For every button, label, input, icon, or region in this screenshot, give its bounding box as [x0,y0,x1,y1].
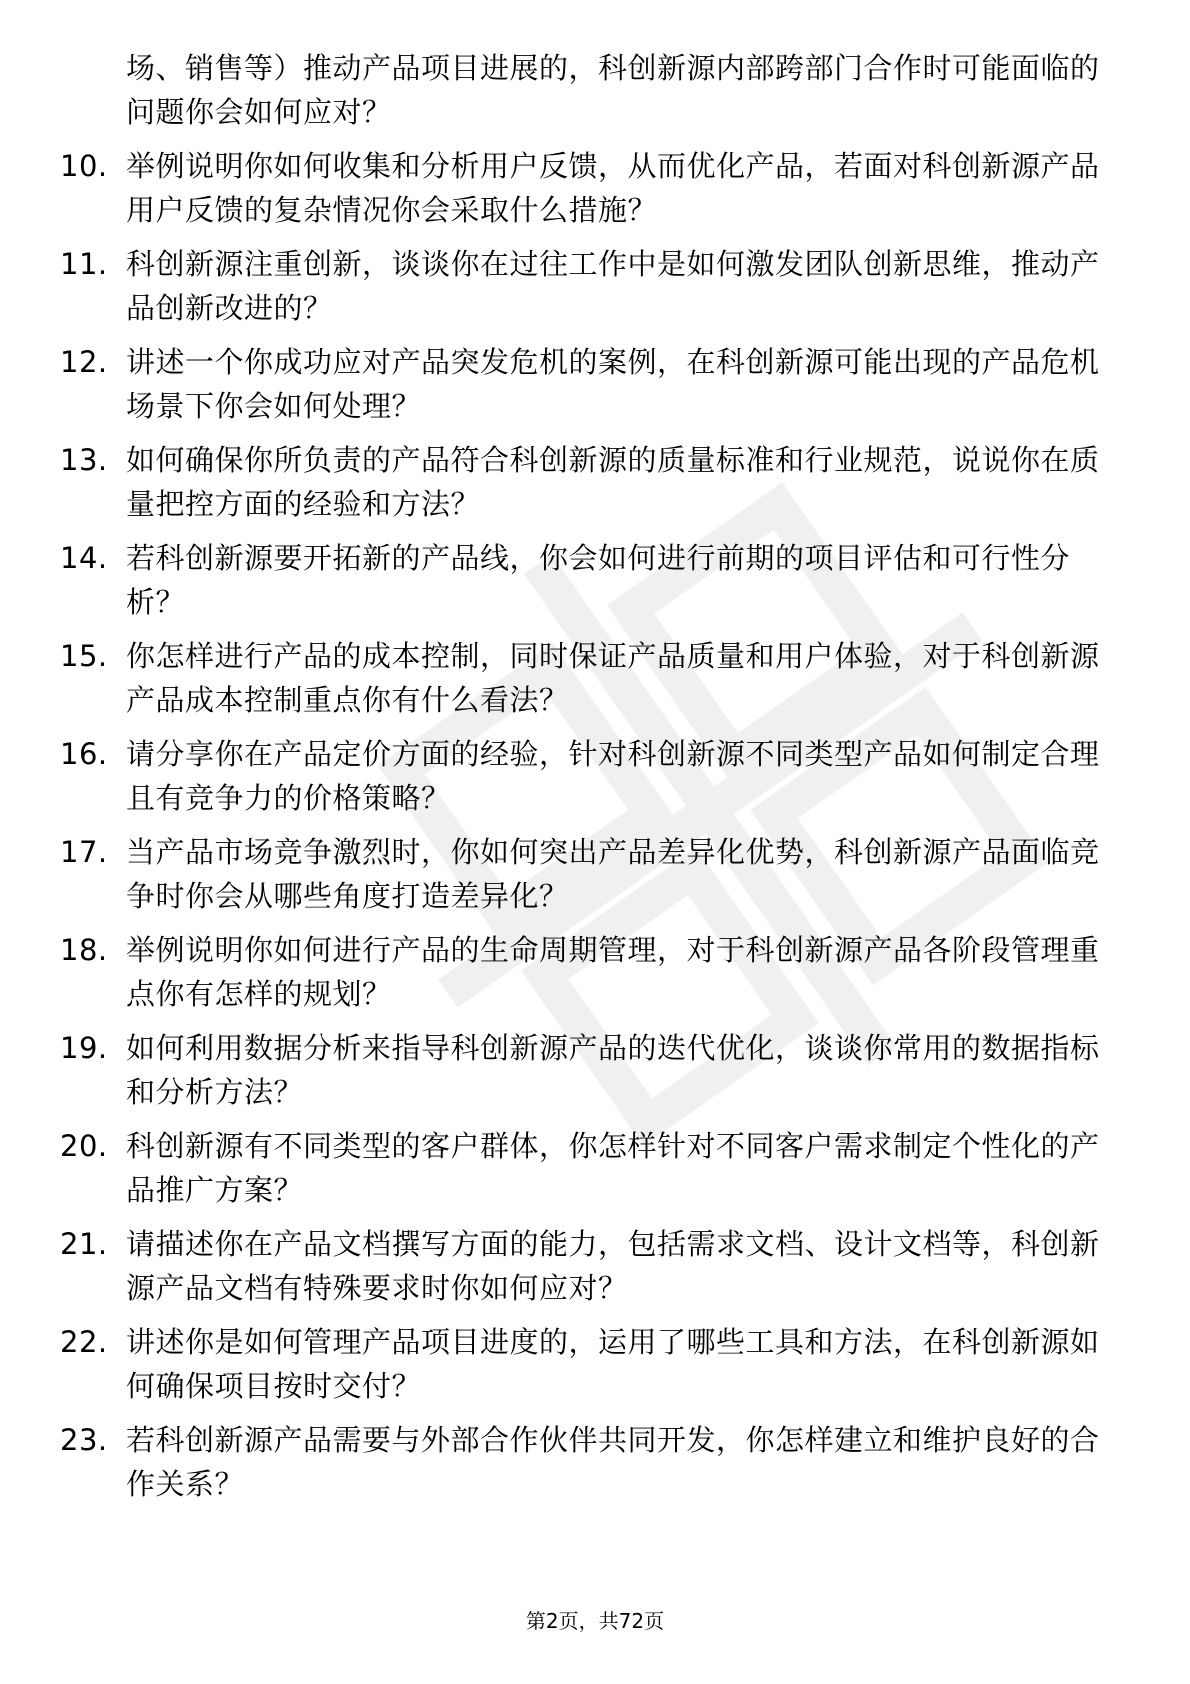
question-item [60,1222,1120,1310]
question-text: 科创新源有不同类型的客户群体，你怎样针对不同客户需求制定个性化的产品推广方案？ [126,1129,1100,1207]
question-text: 科创新源注重创新，谈谈你在过往工作中是如何激发团队创新思维，推动产品创新改进的？ [126,247,1100,325]
continued-question-text: 场、销售等）推动产品项目进展的，科创新源内部跨部门合作时可能面临的问题你会如何应对？ [126,51,1100,129]
question-item [60,830,1120,918]
question-text: 请分享你在产品定价方面的经验，针对科创新源不同类型产品如何制定合理且有竞争力的价格策略？ [126,737,1100,815]
question-number: 15. [60,639,108,673]
document-body [60,46,1120,1516]
question-text: 如何利用数据分析来指导科创新源产品的迭代优化，谈谈你常用的数据指标和分析方法？ [126,1031,1100,1109]
question-number: 11. [60,247,108,281]
question-number: 10. [60,149,108,183]
question-item [60,340,1120,428]
question-number: 14. [60,541,108,575]
question-item [60,1320,1120,1408]
question-item [60,1124,1120,1212]
question-number: 17. [60,835,108,869]
question-item [60,732,1120,820]
question-item [60,634,1120,722]
page-footer: 第2页，共72页 [525,1609,665,1633]
question-item [60,1026,1120,1114]
question-number: 18. [60,933,108,967]
question-text: 请描述你在产品文档撰写方面的能力，包括需求文档、设计文档等，科创新源产品文档有特殊要求时你如何应对？ [126,1227,1100,1305]
question-number: 23. [60,1423,108,1457]
question-number: 22. [60,1325,108,1359]
question-item [60,144,1120,232]
question-text: 举例说明你如何进行产品的生命周期管理，对于科创新源产品各阶段管理重点你有怎样的规划？ [126,933,1100,1011]
question-text: 举例说明你如何收集和分析用户反馈，从而优化产品，若面对科创新源产品用户反馈的复杂情况你会采取什么措施？ [126,149,1100,227]
question-list [60,144,1120,1506]
question-number: 21. [60,1227,108,1261]
question-number: 19. [60,1031,108,1065]
question-item [60,536,1120,624]
question-number: 20. [60,1129,108,1163]
question-text: 讲述你是如何管理产品项目进度的，运用了哪些工具和方法，在科创新源如何确保项目按时交付？ [126,1325,1100,1403]
question-number: 13. [60,443,108,477]
question-text: 如何确保你所负责的产品符合科创新源的质量标准和行业规范，说说你在质量把控方面的经验和方法？ [126,443,1100,521]
question-text: 若科创新源要开拓新的产品线，你会如何进行前期的项目评估和可行性分析？ [126,541,1071,619]
question-item [60,928,1120,1016]
question-item [60,242,1120,330]
question-text: 若科创新源产品需要与外部合作伙伴共同开发，你怎样建立和维护良好的合作关系？ [126,1423,1100,1501]
question-number: 12. [60,345,108,379]
question-number: 16. [60,737,108,771]
question-item [60,438,1120,526]
question-text: 当产品市场竞争激烈时，你如何突出产品差异化优势，科创新源产品面临竞争时你会从哪些角度打造差异化？ [126,835,1100,913]
question-text: 你怎样进行产品的成本控制，同时保证产品质量和用户体验，对于科创新源产品成本控制重点你有什么看法？ [126,639,1100,717]
question-item [60,1418,1120,1506]
question-text: 讲述一个你成功应对产品突发危机的案例，在科创新源可能出现的产品危机场景下你会如何处理？ [126,345,1100,423]
